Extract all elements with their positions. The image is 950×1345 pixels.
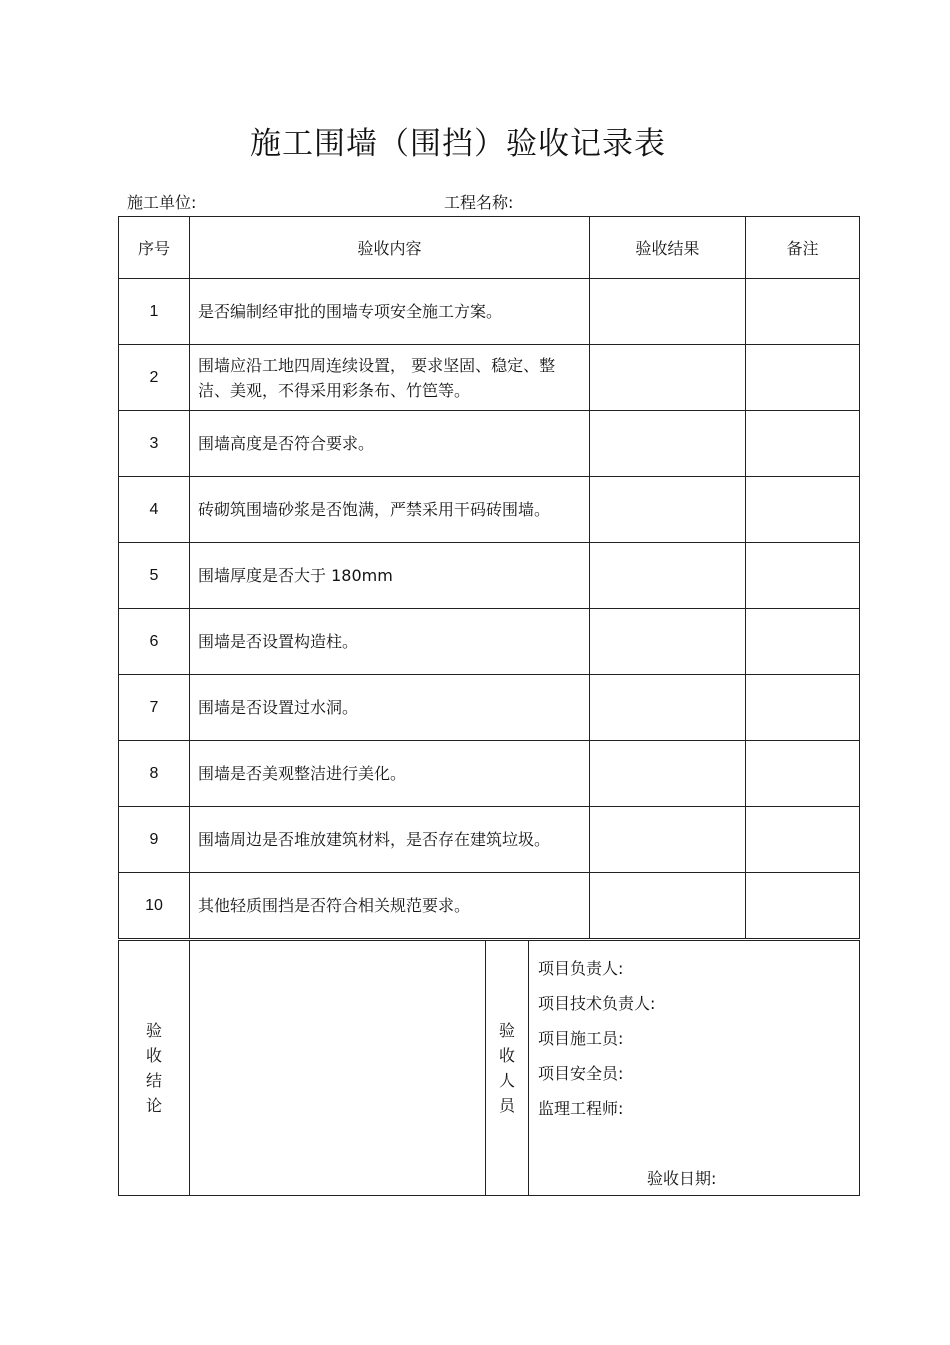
table-row xyxy=(119,741,860,807)
signer-construction-staff[interactable]: 项目施工员: xyxy=(538,1029,624,1048)
table-row xyxy=(119,345,860,411)
signer-project-manager[interactable]: 项目负责人: xyxy=(538,959,624,978)
row-number: 10 xyxy=(119,873,190,939)
result-cell[interactable] xyxy=(590,873,746,939)
result-cell[interactable] xyxy=(590,609,746,675)
row-number: 5 xyxy=(119,543,190,609)
row-number: 6 xyxy=(119,609,190,675)
row-number: 9 xyxy=(119,807,190,873)
page-title: 施工围墙（围挡）验收记录表 xyxy=(250,126,666,162)
row-content: 围墙厚度是否大于 180mm xyxy=(190,543,590,609)
column-header-number: 序号 xyxy=(119,217,190,279)
conclusion-field[interactable] xyxy=(190,941,486,1196)
construction-unit-label: 施工单位: xyxy=(127,193,197,212)
result-cell[interactable] xyxy=(590,345,746,411)
table-row xyxy=(119,411,860,477)
row-content: 围墙是否设置构造柱。 xyxy=(190,609,590,675)
signer-safety-officer[interactable]: 项目安全员: xyxy=(538,1064,624,1083)
row-number: 8 xyxy=(119,741,190,807)
row-content: 围墙是否美观整洁进行美化。 xyxy=(190,741,590,807)
result-cell[interactable] xyxy=(590,477,746,543)
remarks-cell[interactable] xyxy=(746,807,860,873)
column-header-remarks: 备注 xyxy=(746,217,860,279)
signer-technical-lead[interactable]: 项目技术负责人: xyxy=(538,994,656,1013)
result-cell[interactable] xyxy=(590,279,746,345)
remarks-cell[interactable] xyxy=(746,279,860,345)
row-content: 围墙是否设置过水洞。 xyxy=(190,675,590,741)
personnel-label: 验 收 人 员 xyxy=(486,941,529,1196)
conclusion-label: 验 收 结 论 xyxy=(119,941,190,1196)
row-number: 1 xyxy=(119,279,190,345)
table-row xyxy=(119,279,860,345)
table-header-row xyxy=(119,217,860,279)
result-cell[interactable] xyxy=(590,741,746,807)
row-content: 围墙高度是否符合要求。 xyxy=(190,411,590,477)
signer-supervising-engineer[interactable]: 监理工程师: xyxy=(538,1099,624,1118)
row-content: 围墙应沿工地四周连续设置， 要求坚固、稳定、整洁、美观，不得采用彩条布、竹笆等。 xyxy=(190,345,590,411)
result-cell[interactable] xyxy=(590,411,746,477)
row-content: 围墙周边是否堆放建筑材料，是否存在建筑垃圾。 xyxy=(190,807,590,873)
table-row xyxy=(119,609,860,675)
row-number: 7 xyxy=(119,675,190,741)
signers-area xyxy=(529,941,860,1196)
table-row xyxy=(119,873,860,939)
acceptance-footer xyxy=(118,940,860,1196)
row-number: 2 xyxy=(119,345,190,411)
project-name-label: 工程名称: xyxy=(444,193,514,212)
result-cell[interactable] xyxy=(590,807,746,873)
remarks-cell[interactable] xyxy=(746,675,860,741)
table-row xyxy=(119,675,860,741)
table-row xyxy=(119,477,860,543)
column-header-content: 验收内容 xyxy=(190,217,590,279)
acceptance-date-label[interactable]: 验收日期: xyxy=(647,1169,717,1188)
row-number: 4 xyxy=(119,477,190,543)
remarks-cell[interactable] xyxy=(746,411,860,477)
remarks-cell[interactable] xyxy=(746,609,860,675)
column-header-result: 验收结果 xyxy=(590,217,746,279)
row-content: 其他轻质围挡是否符合相关规范要求。 xyxy=(190,873,590,939)
result-cell[interactable] xyxy=(590,675,746,741)
remarks-cell[interactable] xyxy=(746,741,860,807)
row-number: 3 xyxy=(119,411,190,477)
remarks-cell[interactable] xyxy=(746,873,860,939)
table-row xyxy=(119,807,860,873)
result-cell[interactable] xyxy=(590,543,746,609)
remarks-cell[interactable] xyxy=(746,543,860,609)
remarks-cell[interactable] xyxy=(746,477,860,543)
remarks-cell[interactable] xyxy=(746,345,860,411)
inspection-table xyxy=(118,216,860,939)
row-content: 砖砌筑围墙砂浆是否饱满，严禁采用干码砖围墙。 xyxy=(190,477,590,543)
row-content: 是否编制经审批的围墙专项安全施工方案。 xyxy=(190,279,590,345)
table-row xyxy=(119,543,860,609)
